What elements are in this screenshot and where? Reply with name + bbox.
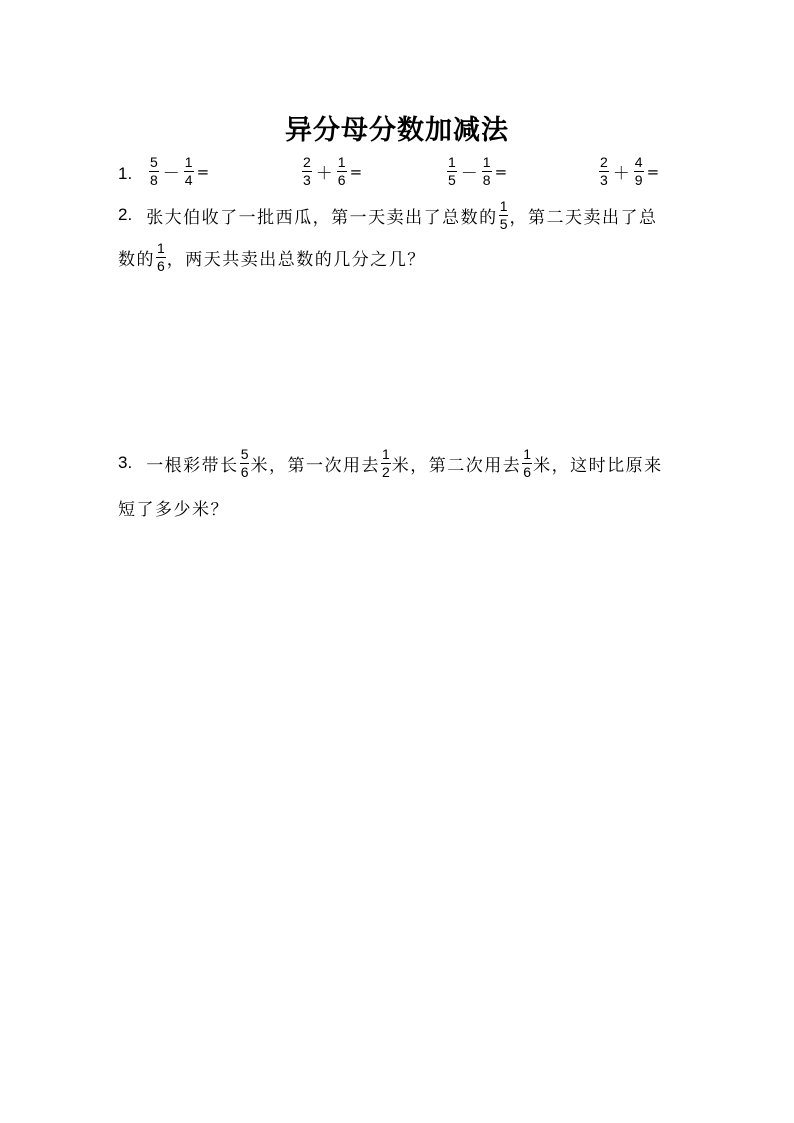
denominator: 6 [337,172,346,188]
question-text: 短了多少米？ [118,499,229,520]
numerator: 1 [523,445,532,462]
operator: ＋ [315,164,333,184]
fraction [599,155,609,188]
fraction [447,155,457,188]
question-text: 数的 [118,249,155,270]
question-number: 3. [118,453,133,472]
numerator: 1 [499,197,508,214]
denominator: 3 [600,172,608,188]
denominator: 6 [157,257,165,274]
question-text: 米，第二次用去 [391,455,522,476]
numerator: 1 [337,154,346,170]
fraction [337,155,347,188]
question-2-line-1 [118,196,657,234]
denominator: 6 [523,463,532,480]
denominator: 3 [303,172,311,188]
denominator: 9 [634,172,643,188]
question-2-line-2 [118,238,426,276]
question-text: ，两天共卖出总数的几分之几？ [166,249,426,270]
equals-sign: = [646,162,660,181]
numerator: 5 [150,154,158,170]
fraction [149,155,159,188]
operator: － [460,164,478,184]
numerator: 1 [184,154,193,170]
question-3-line-1 [118,444,663,482]
fraction [184,155,194,188]
equals-sign: = [196,162,210,181]
fraction [156,241,166,274]
numerator: 2 [303,154,311,170]
expression-1 [148,155,209,188]
denominator: 6 [240,463,249,480]
question-text: 米，第一次用去 [250,455,380,476]
question-3-line-2 [118,494,229,520]
fraction [381,447,391,480]
numerator: 1 [157,239,165,256]
numerator: 2 [600,154,608,170]
fraction [482,155,492,188]
denominator: 5 [448,172,456,188]
operator: － [162,164,180,184]
numerator: 1 [381,445,390,462]
question-number: 2. [118,205,133,224]
page-title: 异分母分数加减法 [285,115,509,146]
equals-sign: = [494,162,508,181]
operator: ＋ [612,164,630,184]
fraction [634,155,644,188]
question-1 [118,155,718,193]
question-text: 一根彩带长 [146,455,239,476]
numerator: 1 [448,154,456,170]
numerator: 1 [482,154,491,170]
question-text: ，第二天卖出了总 [509,207,658,228]
expression-2 [301,155,362,188]
numerator: 5 [240,445,249,462]
denominator: 5 [499,215,508,232]
denominator: 8 [150,172,158,188]
denominator: 8 [482,172,491,188]
question-text: 张大伯收了一批西瓜，第一天卖出了总数的 [146,207,498,228]
fraction [522,447,532,480]
denominator: 2 [381,463,390,480]
expression-3 [446,155,507,188]
fraction [499,199,509,232]
fraction [240,447,250,480]
expression-4 [598,155,659,188]
denominator: 4 [184,172,193,188]
question-text: 米，这时比原来 [533,455,663,476]
numerator: 4 [634,154,643,170]
fraction [302,155,312,188]
equals-sign: = [349,162,363,181]
question-number: 1. [118,164,133,183]
